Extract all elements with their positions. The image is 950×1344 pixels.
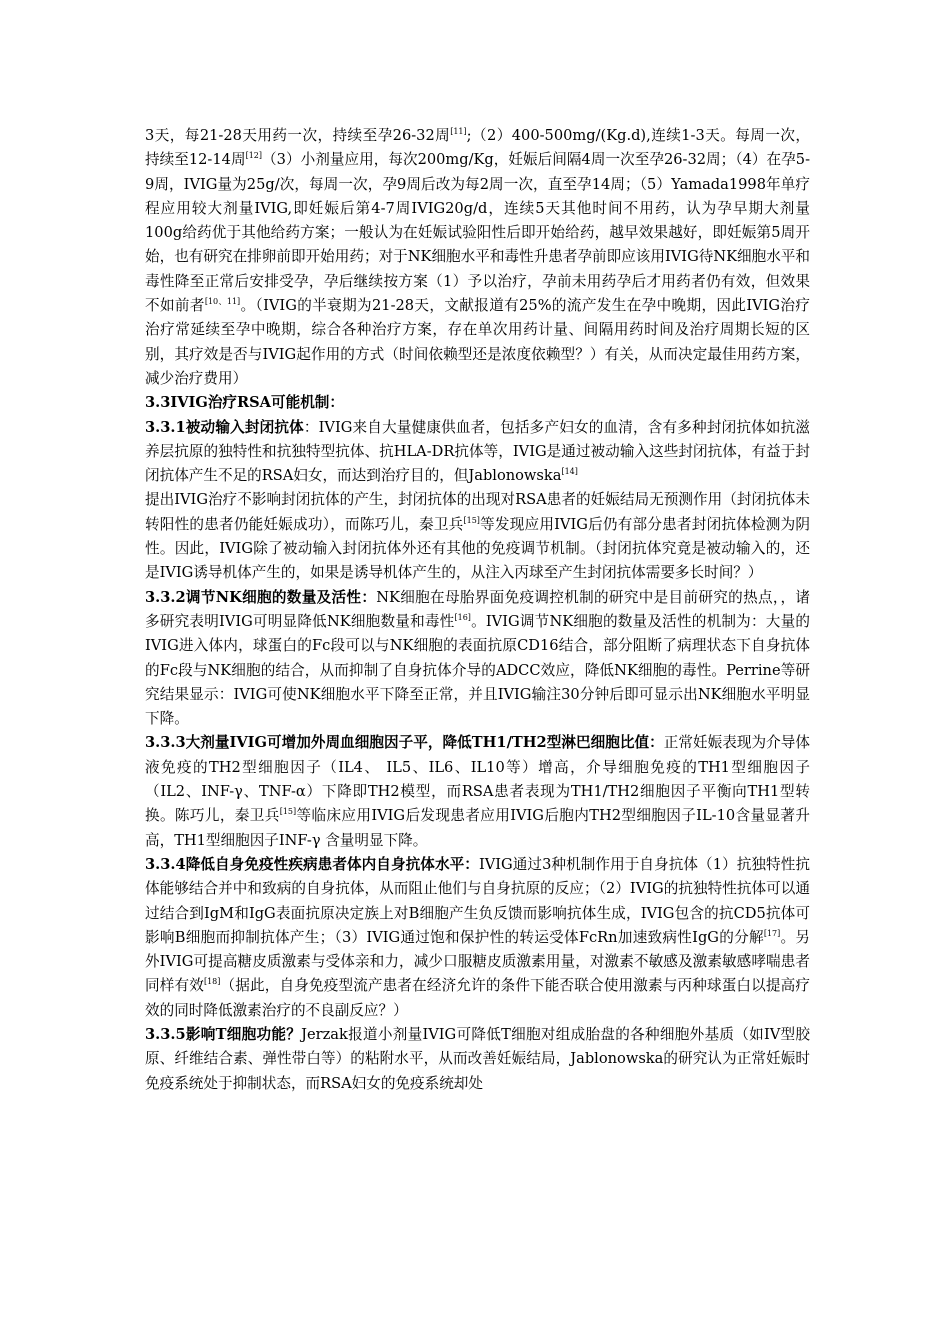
citation: [10、11] — [204, 297, 241, 307]
citation: [17] — [763, 928, 781, 938]
paragraph-dosing-regimens — [145, 124, 810, 391]
text: 提出IVIG治疗不影响封闭抗体的产生，封闭抗体的出现对RSA患者的妊娠结局无预测作用（封闭抗体未转阳性的患者仍能妊娠成功），而陈巧儿，秦卫兵 — [145, 491, 810, 533]
citation: [15] — [279, 807, 297, 817]
text: NK细胞在母胎界面免疫调控机制的研究中是目前研究的热点，，诸多研究表明IVIG可明显降低NK细胞数量和毒性 — [145, 588, 810, 630]
text: 正常妊娠表现为介导体液免疫的TH2型细胞因子（IL4、 IL5、IL6、IL10等）增高，介导细胞免疫的TH1型细胞因子（IL2、INF-γ、TNF-α）下降即TH2模型，而RSA患者表现为TH1/TH2细胞因子平衡向TH1型转换。陈巧儿，秦卫兵 — [145, 734, 810, 825]
text: （据此，自身免疫型流产患者在经济允许的条件下能否联合使用激素与丙种球蛋白以提高疗效的同时降低激素治疗的不良副反应？） — [145, 977, 810, 1019]
citation: [14] — [561, 467, 578, 477]
paragraph-3-3-2 — [145, 586, 810, 732]
paragraph-3-3-3 — [145, 731, 810, 852]
paragraph-3-3-4 — [145, 853, 810, 1023]
text: ：IVIG来自大量健康供血者，包括多产妇女的血清，含有多种封闭抗体如抗滋养层抗原的独特性和抗独特型抗体、抗HLA-DR抗体等，IVIG是通过被动输入这些封闭抗体，有益于封闭抗体产生不足的RSA妇女，而达到治疗目的，但Jablonowska — [145, 418, 810, 485]
subsection-heading: 3.3.3大剂量IVIG可增加外周血细胞因子平，降低TH1/TH2型淋巴细胞比值： — [145, 734, 664, 752]
subsection-heading: 3.3.1被动输入封闭抗体 — [145, 418, 304, 436]
text: ;（2）400-500mg/(Kg.d),连续1-3天。每周一次，持续至12-14周 — [145, 127, 810, 169]
text: 。另外IVIG可提高糖皮质激素与受体亲和力，减少口服糖皮质激素用量，对激素不敏感及激素敏感哮喘患者同样有效 — [145, 928, 810, 995]
citation: [18] — [203, 977, 221, 987]
text: 。IVIG调节NK细胞的数量及活性的机制为：大量的IVIG进入体内，球蛋白的Fc段可以与NK细胞的表面抗原CD16结合，部分阻断了病理状态下自身抗体的Fc段与NK细胞的结合，从而抑制了自身抗体介导的ADCC效应，降低NK细胞的毒性。Perrine等研究结果显示：IVIG可使NK细胞水平下降至正常，并且IVIG输注30分钟后即可显示出NK细胞水平明显下降。 — [145, 612, 810, 728]
citation: [16] — [454, 613, 471, 623]
text: 等临床应用IVIG后发现患者应用IVIG后胞内TH2型细胞因子IL-10含量显著升高，TH1型细胞因子INF-γ 含量明显下降。 — [145, 807, 810, 849]
text: （3）小剂量应用，每次200mg/Kg，妊娠后间隔4周一次至孕26-32周；（4）在孕5-9周，IVIG量为25g/次，每周一次，孕9周后改为每2周一次，直至孕14周；（5）Yamada1998年单疗程应用较大剂量IVIG,即妊娠后第4-7周IVIG20g/d，连续5天其他时间不用药，认为孕早期大剂量100g给药优于其他给药方案；一般认为在妊娠试验阳性后即开始给药，越早效果越好，即妊娠第5周开始，也有研究在排卵前即开始用药；对于NK细胞水平和毒性升患者孕前即应该用IVIG待NK细胞水平和毒性降至正常后安排受孕，孕后继续按方案（1）予以治疗，孕前未用药孕后才用药者仍有效，但效果不如前者 — [145, 151, 810, 315]
citation: [15] — [463, 515, 480, 525]
subsection-heading: 3.3.2调节NK细胞的数量及活性： — [145, 588, 377, 606]
section-heading-3-3: 3.3IVIG治疗RSA可能机制： — [145, 394, 344, 412]
text: IVIG通过3种机制作用于自身抗体（1）抗独特性抗体能够结合并中和致病的自身抗体，从而阻止他们与自身抗原的反应；（2）IVIG的抗独特性抗体可以通过结合到IgM和IgG表面抗原决定族上对B细胞产生负反馈而影响抗体生成，IVIG包含的抗CD5抗体可影响B细胞而抑制抗体产生；（3）IVIG通过饱和保护性的转运受体FcRn加速致病性IgG的分解 — [145, 855, 810, 946]
text: Jerzak报道小剂量IVIG可降低T细胞对组成胎盘的各种细胞外基质（如IV型胶原、纤维结合素、弹性带白等）的粘附水平，从而改善妊娠结局，Jablonowska的研究认为正常妊娠时免疫系统处于抑制状态，而RSA妇女的免疫系统却处 — [145, 1025, 810, 1092]
paragraph-3-3-1 — [145, 416, 810, 489]
text: 等发现应用IVIG后仍有部分患者封闭抗体检测为阴性。因此，IVIG除了被动输入封闭抗体外还有其他的免疫调节机制。（封闭抗体究竟是被动输入的，还是IVIG诱导机体产生的，如果是诱导机体产生的，从注入丙球至产生封闭抗体需要多长时间？） — [145, 515, 811, 582]
citation: [12] — [245, 151, 263, 161]
document-page — [145, 124, 810, 1096]
paragraph-3-3-5 — [145, 1023, 810, 1096]
subsection-heading: 3.3.4降低自身免疫性疾病患者体内自身抗体水平： — [145, 855, 479, 873]
citation: [11] — [450, 127, 467, 137]
paragraph-3-3-1-continued — [145, 488, 810, 585]
subsection-heading: 3.3.5影响T细胞功能？ — [145, 1025, 302, 1043]
text: 。（IVIG的半衰期为21-28天，文献报道有25%的流产发生在孕中晚期，因此IVIG治疗治疗常延续至孕中晚期，综合各种治疗方案，存在单次用药计量、间隔用药时间及治疗周期长短的区别，其疗效是否与IVIG起作用的方式（时间依赖型还是浓度依赖型？）有关，从而决定最佳用药方案，减少治疗费用） — [145, 297, 810, 387]
text: 3天，每21-28天用药一次，持续至孕26-32周 — [145, 127, 451, 144]
